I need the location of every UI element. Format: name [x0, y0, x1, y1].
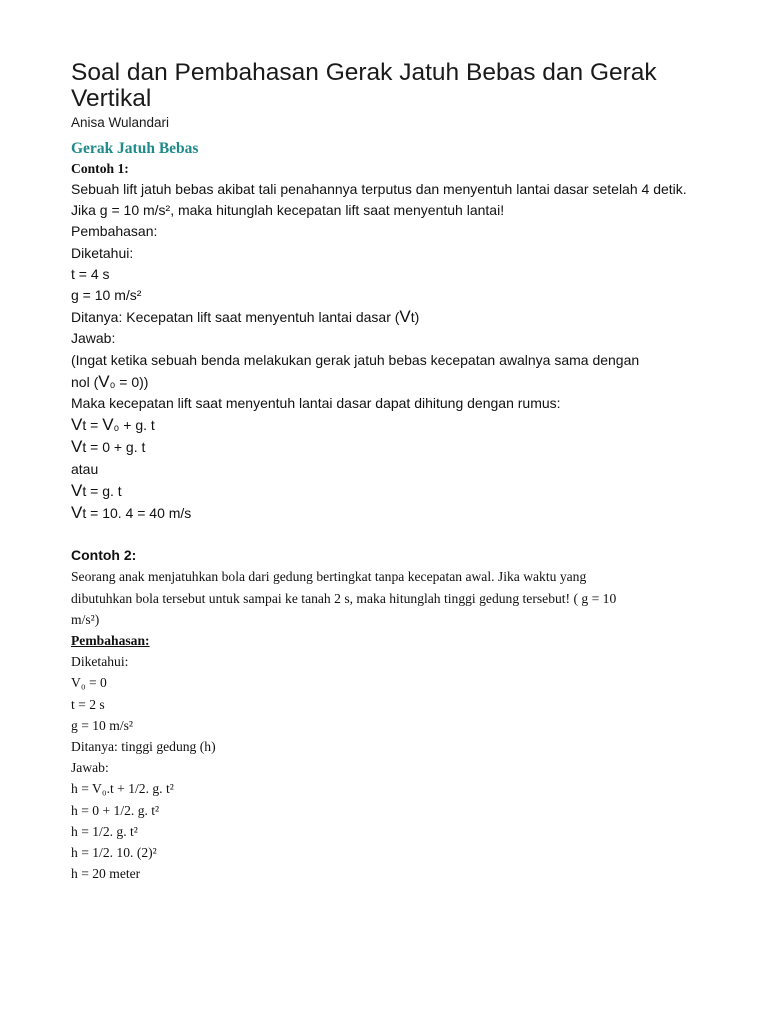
spacer — [71, 524, 711, 545]
eq4-v: V — [71, 503, 83, 523]
example-1-note-line-1: (Ingat ketika sebuah benda melakukan gerak jatuh bebas kecepatan awalnya sama dengan — [71, 351, 640, 368]
example-2-problem-line-2: dibutuhkan bola tersebut untuk sampai ke tanah 2 s, maka hitunglah tinggi gedung tersebut! ( g = 10 — [71, 590, 617, 606]
example-1-ditanya — [71, 306, 711, 328]
example-2-diketahui: Diketahui: — [71, 654, 129, 670]
example-1-pembahasan: Pembahasan: — [71, 223, 158, 240]
eq4-rest: t = 10. 4 = 40 m/s — [82, 505, 192, 522]
example-1-equation-4 — [71, 502, 711, 524]
note-suffix: ₀ = 0)) — [109, 373, 149, 390]
example-2-jawab: Jawab: — [71, 760, 109, 776]
eq1-rest-a: t = — [82, 417, 103, 434]
eq2-rest: t = 0 + g. t — [82, 439, 146, 456]
ditanya-suffix: t) — [410, 309, 420, 326]
example-2-equation-1: h = V₀.t + 1/2. g. t² — [71, 781, 174, 797]
eq1-rest-b: ₀ + g. t — [113, 417, 155, 434]
example-2 — [71, 545, 711, 884]
ditanya-prefix: Ditanya: Kecepatan lift saat menyentuh lantai dasar ( — [71, 309, 400, 326]
example-1-jawab: Jawab: — [71, 330, 116, 347]
example-1-equation-1 — [71, 414, 711, 436]
example-2-pembahasan: Pembahasan: — [71, 633, 150, 649]
example-1-atau: atau — [71, 460, 99, 477]
example-2-problem-line-1: Seorang anak menjatuhkan bola dari gedung bertingkat tanpa kecepatan awal. Jika waktu yang — [71, 569, 587, 585]
eq1-v: V — [71, 415, 83, 435]
example-2-equation-5: h = 20 meter — [71, 866, 141, 882]
example-1-diketahui: Diketahui: — [71, 244, 134, 261]
example-1-formula-intro: Maka kecepatan lift saat menyentuh lantai dasar dapat dihitung dengan rumus: — [71, 395, 561, 412]
eq1-v2: V — [102, 415, 114, 435]
example-1-equation-3 — [71, 480, 711, 502]
example-1-equation-2 — [71, 436, 711, 458]
section-title: Gerak Jatuh Bebas — [71, 140, 199, 157]
note-prefix: nol ( — [71, 373, 99, 390]
example-2-given-t: t = 2 s — [71, 696, 105, 712]
ditanya-v: V — [399, 307, 411, 327]
author-name: Anisa Wulandari — [71, 115, 170, 130]
example-1-problem: Sebuah lift jatuh bebas akibat tali penahannya terputus dan menyentuh lantai dasar setelah 4 detik. Jika g = 10 m/s², maka hitunglah kecepatan lift saat menyentuh lantai! — [71, 181, 687, 219]
eq3-v: V — [71, 480, 83, 500]
note-v: V — [98, 371, 110, 391]
example-2-equation-3: h = 1/2. g. t² — [71, 823, 138, 839]
example-1-given-g: g = 10 m/s² — [71, 287, 142, 304]
example-2-given-g: g = 10 m/s² — [71, 717, 133, 733]
example-1-given-t: t = 4 s — [71, 265, 110, 282]
example-1 — [71, 159, 711, 524]
document-title: Soal dan Pembahasan Gerak Jatuh Bebas dan Gerak Vertikal — [71, 59, 657, 112]
example-2-ditanya: Ditanya: tinggi gedung (h) — [71, 739, 216, 755]
example-2-given-v0: V₀ = 0 — [71, 675, 107, 691]
example-1-heading: Contoh 1: — [71, 161, 129, 176]
example-2-problem-line-3: m/s²) — [71, 611, 100, 627]
eq2-v: V — [71, 437, 83, 457]
eq3-rest: t = g. t — [82, 482, 122, 499]
example-2-equation-4: h = 1/2. 10. (2)² — [71, 845, 157, 861]
example-2-heading: Contoh 2: — [71, 547, 137, 564]
example-1-note-line-2 — [71, 371, 711, 393]
example-2-equation-2: h = 0 + 1/2. g. t² — [71, 802, 160, 818]
document-page — [71, 60, 711, 885]
